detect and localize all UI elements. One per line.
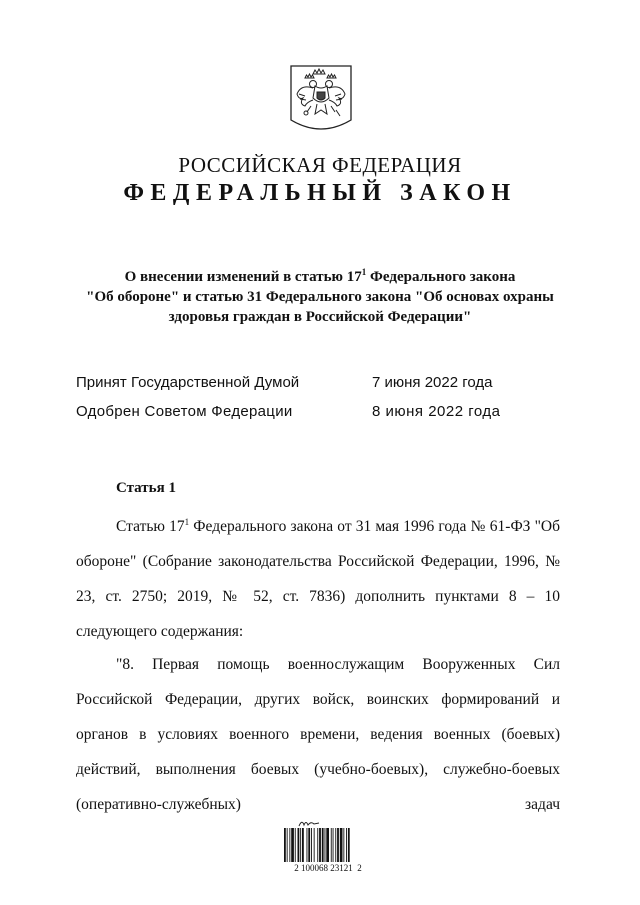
approved-by-council-label: Одобрен Советом Федерации	[76, 403, 293, 420]
country-heading: РОССИЙСКАЯ ФЕДЕРАЦИЯ	[178, 153, 462, 177]
signature-mark-icon	[298, 818, 320, 828]
document-type-heading: ФЕДЕРАЛЬНЫЙ ЗАКОН	[123, 180, 517, 206]
barcode-number: 2 100068 23121 2	[294, 863, 362, 873]
document-barcode	[280, 818, 376, 878]
law-title-line-1: О внесении изменений в статью $17^1$ Федерального закона	[124, 267, 516, 285]
law-title	[80, 267, 560, 327]
article-paragraph-2: "8. Первая помощь военнослужащим Вооруженных Сил Российской Федерации, других войск, воинских формирований и органов в условиях военного времени, ведения военных (боевых) действий, выполнения боевых (учебно-боевых), служебно-боевых (оперативно-служебных) задач	[76, 656, 560, 813]
adopted-by-duma-label: Принят Государственной Думой	[76, 374, 300, 391]
law-title-line-2: "Об обороне" и статью 31 Федерального закона "Об основах охраны	[86, 289, 554, 305]
barcode-bars-icon	[280, 828, 376, 864]
coat-of-arms-emblem-icon	[289, 64, 353, 138]
adopted-by-duma-date: 7 июня 2022 года	[372, 374, 493, 391]
law-title-line-3: здоровья граждан в Российской Федерации"	[168, 309, 472, 325]
article-heading: Статья 1	[116, 480, 176, 496]
article-paragraph-1: Статью $17^1$ Федерального закона от 31 мая 1996 года № 61-ФЗ "Об обороне" (Собрание законодательства Российской Федерации, 1996, № 23, ст. 2750; 2019, № 52, ст. 7836) дополнить пунктами 8 – 10 следующего содержания:	[76, 517, 561, 640]
approved-by-council-date: 8 июня 2022 года	[372, 403, 501, 420]
